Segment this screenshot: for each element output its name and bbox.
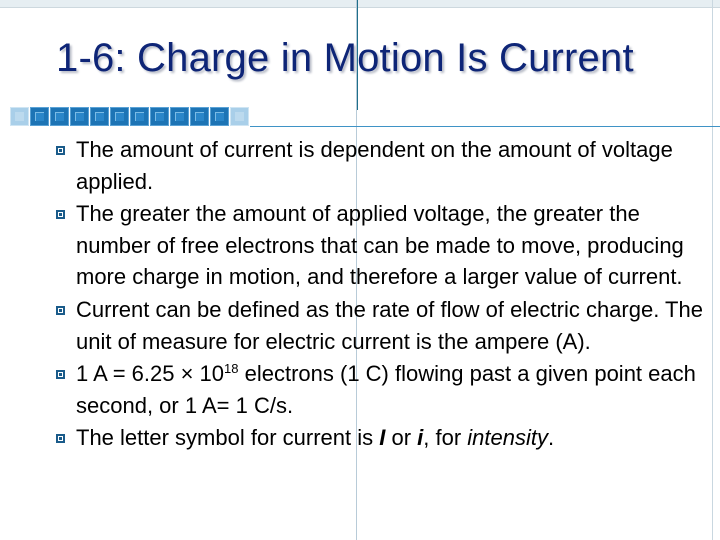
decor-square: [110, 107, 129, 126]
decor-square: [170, 107, 189, 126]
bullet-item: [56, 422, 706, 454]
current-symbol-upper: I: [379, 425, 386, 451]
decor-square: [130, 107, 149, 126]
exponent: 18: [224, 361, 239, 377]
decor-square: [190, 107, 209, 126]
decor-square: [10, 107, 29, 126]
decor-square: [50, 107, 69, 126]
bullet-item: [56, 198, 706, 293]
bullet-text-part: or: [385, 425, 418, 451]
right-rule: [712, 0, 713, 540]
square-bullet-icon: [56, 306, 65, 315]
square-bullet-icon: [56, 434, 65, 443]
square-bullet-icon: [56, 146, 65, 155]
bullet-text-part: The letter symbol for current is: [76, 425, 380, 451]
decor-square: [70, 107, 89, 126]
decor-square: [150, 107, 169, 126]
slide-title: 1-6: Charge in Motion Is Current: [56, 36, 634, 80]
current-symbol-lower: i: [417, 425, 424, 451]
bullet-item: [56, 134, 706, 197]
intensity-word: intensity: [467, 425, 548, 451]
decor-square: [210, 107, 229, 126]
bullet-text-part: 1 A = 6.25 × 10: [76, 361, 225, 387]
bullet-text-part: electrons (1 C) flowing past a given point each second, or 1 A= 1 C/s.: [76, 361, 696, 418]
bullet-text: The amount of current is dependent on the amount of voltage applied.: [76, 137, 673, 194]
decor-square: [30, 107, 49, 126]
bullet-list: [56, 134, 706, 455]
bullet-text: The greater the amount of applied voltage, the greater the number of free electrons that can be made to move, producing more charge in motion, and therefore a larger value of current.: [76, 201, 684, 290]
bullet-text: Current can be defined as the rate of flow of electric charge. The unit of measure for electric current is the ampere (A).: [76, 296, 703, 354]
bullet-item: [56, 294, 706, 357]
decorative-square-strip: [10, 107, 250, 127]
square-bullet-icon: [56, 370, 65, 379]
bullet-text-part: .: [548, 425, 555, 451]
bullet-text-part: , for: [423, 425, 468, 451]
square-bullet-icon: [56, 210, 65, 219]
top-border: [0, 0, 720, 8]
decor-square: [90, 107, 109, 126]
title-underline: [250, 126, 720, 127]
decor-square: [230, 107, 249, 126]
bullet-item: [56, 358, 706, 421]
